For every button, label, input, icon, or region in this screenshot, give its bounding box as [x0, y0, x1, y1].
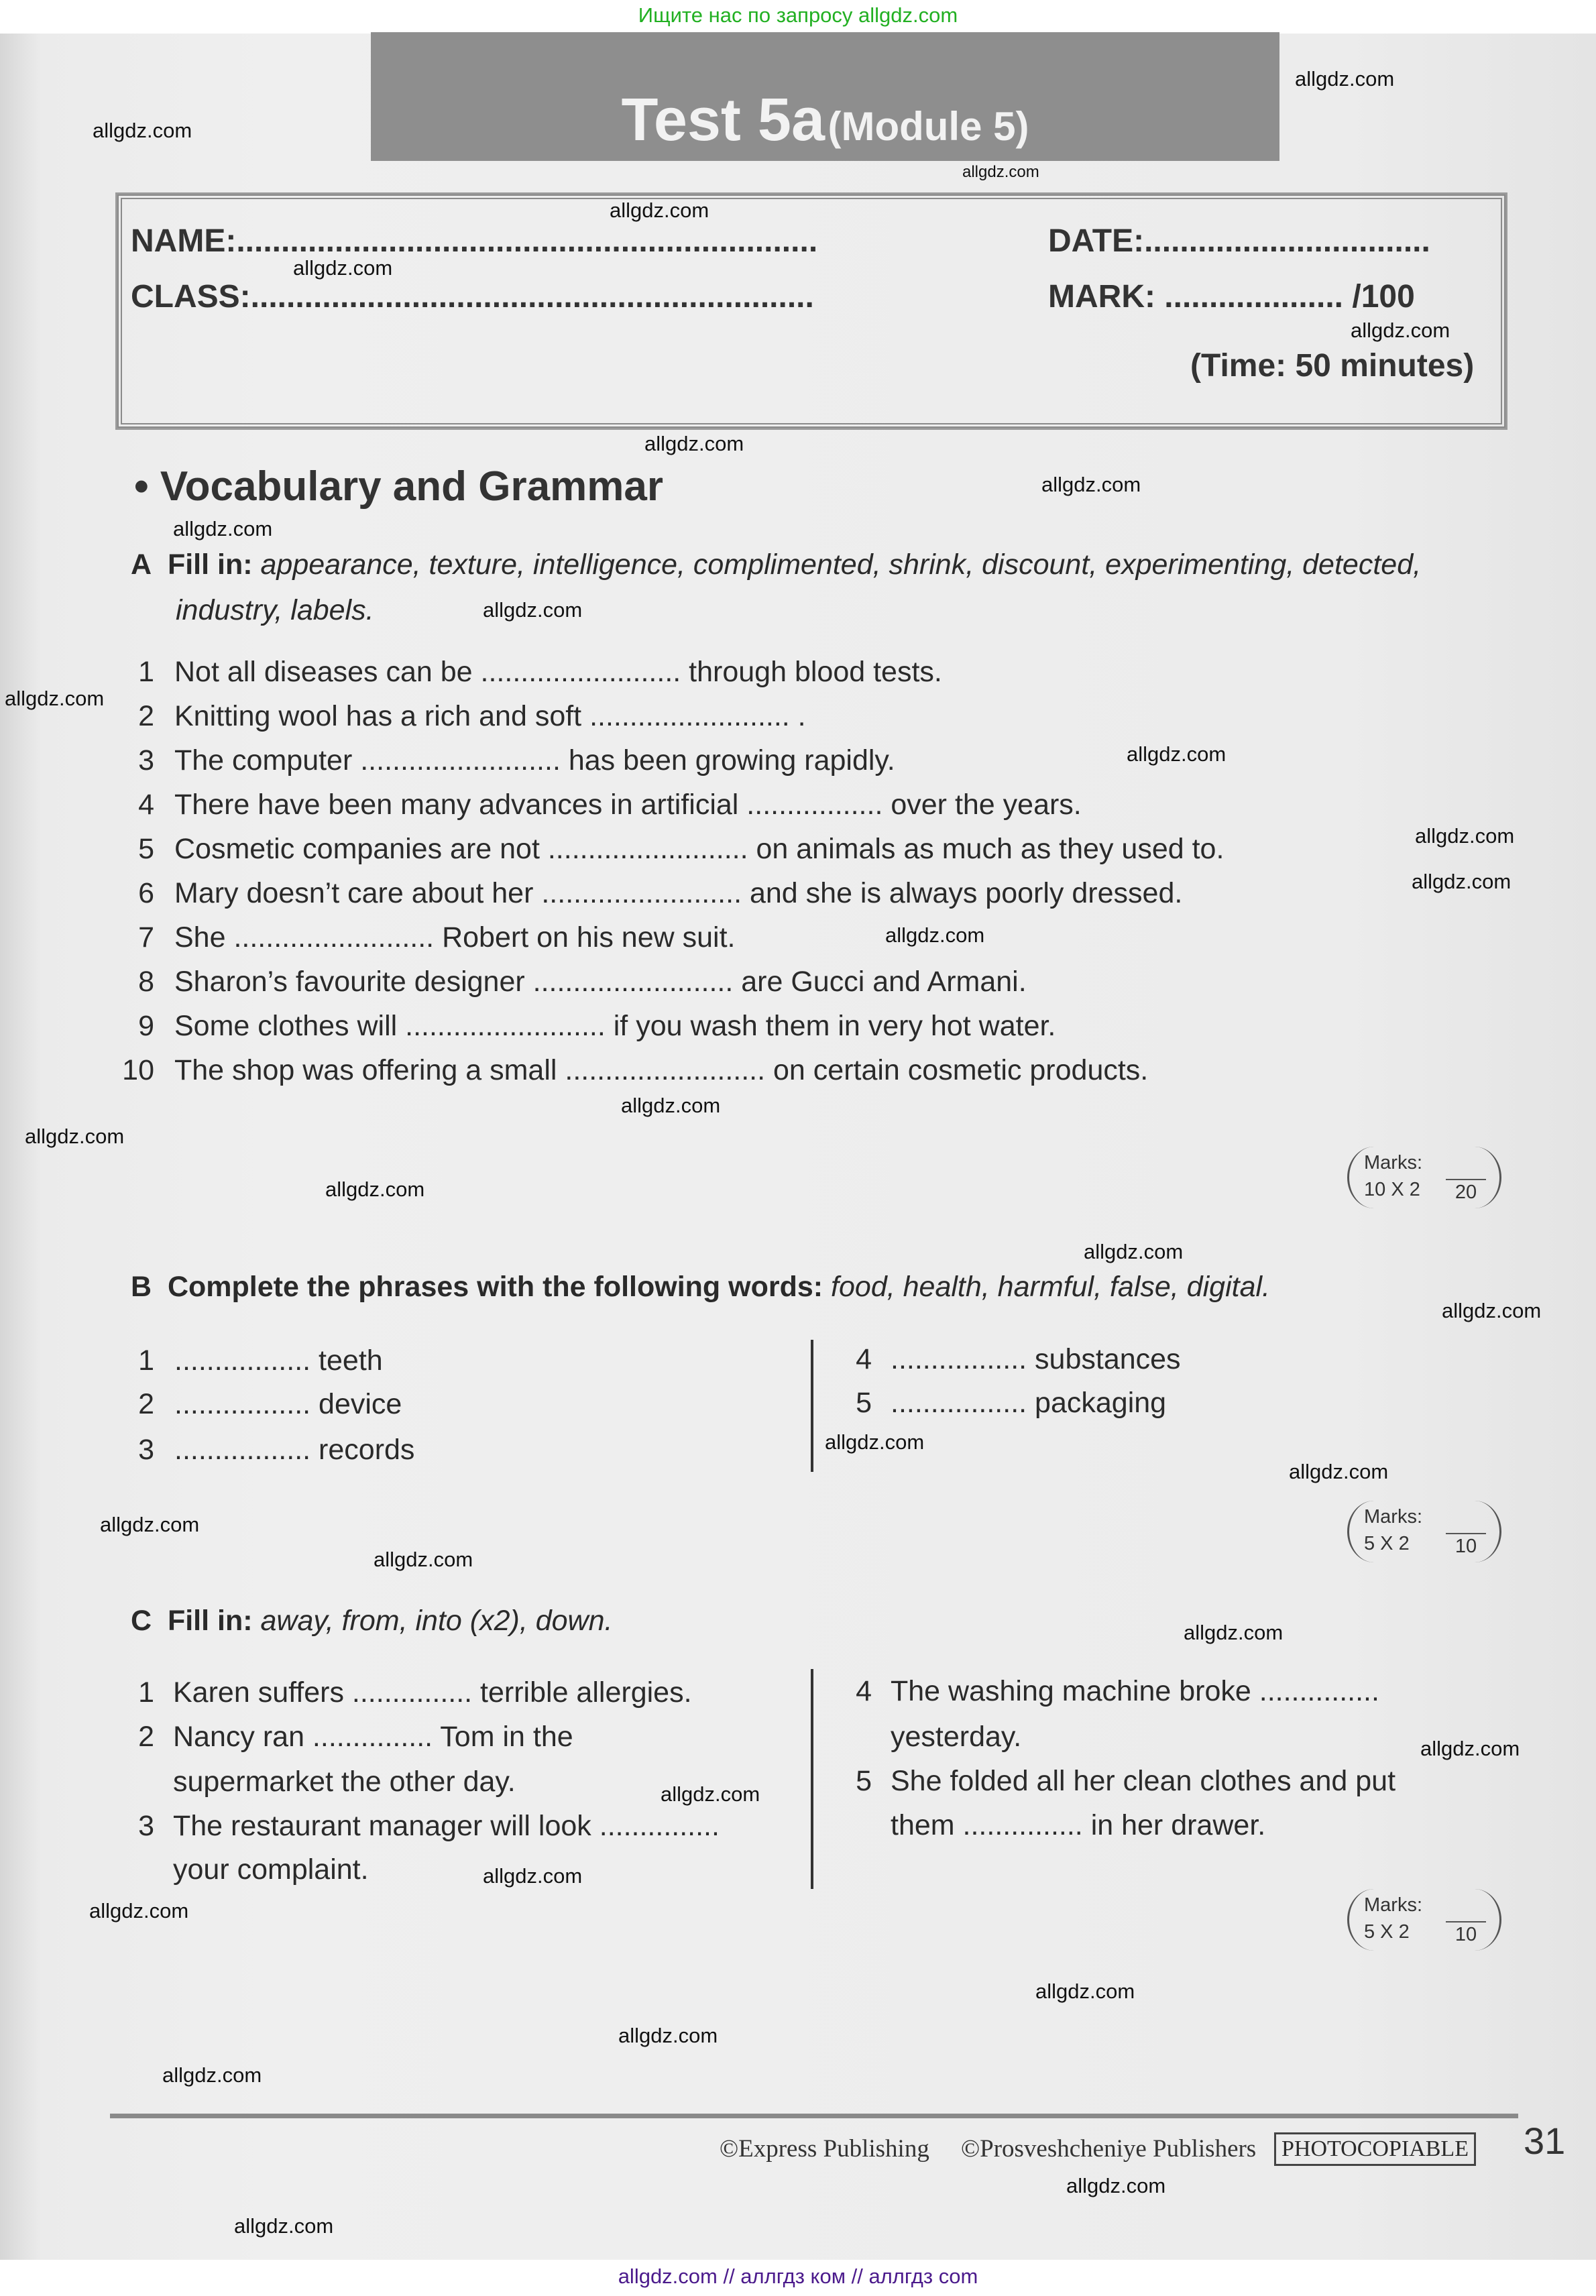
list-item-continued: supermarket the other day.	[173, 1766, 516, 1798]
list-item: ................. packaging	[891, 1387, 1167, 1419]
item-number: 8	[138, 966, 154, 998]
list-item: The computer ......................... has been growing rapidly.	[174, 744, 895, 777]
publisher-credit-1: ©Express Publishing	[720, 2135, 929, 2163]
page-number: 31	[1524, 2120, 1566, 2162]
column-divider	[811, 1340, 813, 1472]
column-divider	[811, 1669, 813, 1889]
item-number: 3	[138, 1810, 154, 1842]
exercise-a-instruction	[131, 549, 1421, 581]
item-number: 10	[122, 1054, 154, 1086]
marks-formula: 5 X 2	[1364, 1921, 1410, 1943]
watermark: allgdz.com	[162, 2063, 262, 2087]
item-number: 9	[138, 1010, 154, 1042]
list-item: Cosmetic companies are not ......................... on animals as much as they used to.	[174, 833, 1224, 865]
watermark: allgdz.com	[825, 1430, 925, 1454]
item-number: 4	[856, 1675, 872, 1707]
watermark: allgdz.com	[1442, 1299, 1542, 1322]
item-number: 2	[138, 1388, 154, 1420]
watermark: allgdz.com	[621, 1094, 721, 1117]
watermark: allgdz.com	[325, 1178, 425, 1201]
watermark: allgdz.com	[483, 1864, 583, 1888]
watermark: allgdz.com	[1351, 319, 1450, 342]
item-number: 4	[138, 789, 154, 821]
watermark: allgdz.com	[1420, 1737, 1520, 1760]
exercise-letter: A	[131, 549, 152, 581]
instruction-label: Fill in:	[167, 1605, 253, 1637]
marks-total: 20	[1446, 1179, 1486, 1204]
list-item-continued: your complaint.	[173, 1853, 369, 1886]
list-item: She folded all her clean clothes and put	[891, 1765, 1396, 1797]
watermark: allgdz.com	[1184, 1621, 1284, 1644]
list-item: Knitting wool has a rich and soft ......................... .	[174, 700, 806, 732]
exercise-c-instruction	[131, 1605, 612, 1638]
list-item: Mary doesn’t care about her ......................... and she is always poorly dressed.	[174, 877, 1183, 909]
watermark: allgdz.com	[89, 1899, 189, 1922]
watermark: allgdz.com	[1066, 2174, 1166, 2197]
marks-box-b	[1347, 1501, 1501, 1562]
watermark: allgdz.com	[1289, 1460, 1389, 1483]
watermark: allgdz.com	[962, 163, 1039, 181]
word-bank: away, from, into (x2), down.	[260, 1605, 613, 1637]
list-item: The washing machine broke ...............	[891, 1675, 1379, 1707]
word-bank-continued: industry, labels.	[176, 594, 374, 626]
footer-divider	[110, 2114, 1518, 2118]
item-number: 2	[138, 700, 154, 732]
watermark: allgdz.com	[885, 923, 985, 947]
list-item: ................. substances	[891, 1343, 1181, 1375]
item-number: 6	[138, 877, 154, 909]
bottom-site-banner[interactable]: allgdz.com // аллгдз ком // аллгдз com	[618, 2264, 978, 2288]
mark-field: MARK: .................... /100	[1048, 279, 1415, 314]
watermark: allgdz.com	[1084, 1240, 1184, 1263]
list-item: There have been many advances in artificial ................. over the years.	[174, 789, 1082, 821]
class-field: CLASS:...............................................................	[131, 279, 814, 314]
module-label: (Module 5)	[828, 104, 1029, 149]
watermark: allgdz.com	[100, 1513, 200, 1536]
marks-formula: 5 X 2	[1364, 1533, 1410, 1554]
list-item: Karen suffers ............... terrible allergies.	[173, 1676, 692, 1709]
watermark: allgdz.com	[93, 119, 192, 142]
item-number: 5	[856, 1387, 872, 1419]
watermark: allgdz.com	[173, 517, 273, 540]
watermark: allgdz.com	[1035, 1979, 1135, 2003]
watermark: allgdz.com	[644, 432, 744, 455]
watermark: allgdz.com	[234, 2214, 334, 2238]
list-item: ................. records	[174, 1434, 415, 1466]
test-title: Test 5a	[621, 87, 825, 154]
watermark: allgdz.com	[1415, 824, 1515, 848]
list-item: Sharon’s favourite designer ......................... are Gucci and Armani.	[174, 966, 1027, 998]
list-item: Not all diseases can be ......................... through blood tests.	[174, 656, 942, 688]
publisher-credit-2: ©Prosveshcheniye Publishers	[961, 2135, 1257, 2163]
list-item: The shop was offering a small ......................... on certain cosmetic products.	[174, 1054, 1149, 1086]
name-field: NAME:.................................................................	[131, 223, 818, 259]
marks-total: 10	[1446, 1921, 1486, 1946]
marks-label: Marks:	[1364, 1506, 1422, 1528]
watermark: allgdz.com	[610, 198, 709, 222]
marks-box-c	[1347, 1889, 1501, 1951]
list-item: She ......................... Robert on his new suit.	[174, 921, 736, 954]
item-number: 2	[138, 1721, 154, 1753]
watermark: allgdz.com	[618, 2024, 718, 2047]
list-item-continued: them ............... in her drawer.	[891, 1809, 1266, 1841]
item-number: 5	[856, 1765, 872, 1797]
watermark: allgdz.com	[483, 598, 583, 622]
top-search-banner[interactable]: Ищите нас по запросу allgdz.com	[638, 3, 958, 27]
exercise-letter: B	[131, 1271, 152, 1303]
watermark: allgdz.com	[374, 1548, 473, 1571]
marks-label: Marks:	[1364, 1152, 1422, 1173]
watermark: allgdz.com	[293, 256, 393, 280]
page-title	[371, 86, 1279, 155]
item-number: 1	[138, 1676, 154, 1709]
item-number: 3	[138, 744, 154, 777]
instruction-label: Fill in:	[167, 549, 253, 581]
watermark: allgdz.com	[661, 1782, 760, 1806]
list-item-continued: yesterday.	[891, 1721, 1022, 1753]
list-item: ................. device	[174, 1388, 402, 1420]
watermark: allgdz.com	[25, 1125, 125, 1148]
marks-total: 10	[1446, 1533, 1486, 1558]
item-number: 5	[138, 833, 154, 865]
instruction-label: Complete the phrases with the following words:	[167, 1271, 823, 1303]
watermark: allgdz.com	[5, 687, 105, 710]
list-item: The restaurant manager will look ...............	[173, 1810, 720, 1842]
section-heading: • Vocabulary and Grammar	[134, 463, 663, 510]
marks-formula: 10 X 2	[1364, 1179, 1420, 1200]
watermark: allgdz.com	[1041, 473, 1141, 496]
list-item: ................. teeth	[174, 1344, 383, 1377]
word-bank: food, health, harmful, false, digital.	[831, 1271, 1270, 1303]
list-item: Nancy ran ............... Tom in the	[173, 1721, 573, 1753]
exercise-b-instruction	[131, 1271, 1270, 1304]
item-number: 4	[856, 1343, 872, 1375]
watermark: allgdz.com	[1295, 67, 1395, 91]
time-limit: (Time: 50 minutes)	[1190, 348, 1475, 384]
marks-box-a	[1347, 1147, 1501, 1208]
word-bank: appearance, texture, intelligence, complimented, shrink, discount, experimenting, detected,	[260, 549, 1422, 581]
date-field: DATE:................................	[1048, 223, 1430, 259]
watermark: allgdz.com	[1412, 870, 1512, 893]
photocopiable-badge: PHOTOCOPIABLE	[1274, 2132, 1476, 2166]
marks-label: Marks:	[1364, 1894, 1422, 1916]
item-number: 7	[138, 921, 154, 954]
watermark: allgdz.com	[1127, 742, 1227, 766]
item-number: 1	[138, 656, 154, 688]
item-number: 3	[138, 1434, 154, 1466]
list-item: Some clothes will ......................... if you wash them in very hot water.	[174, 1010, 1056, 1042]
exercise-letter: C	[131, 1605, 152, 1637]
item-number: 1	[138, 1344, 154, 1377]
